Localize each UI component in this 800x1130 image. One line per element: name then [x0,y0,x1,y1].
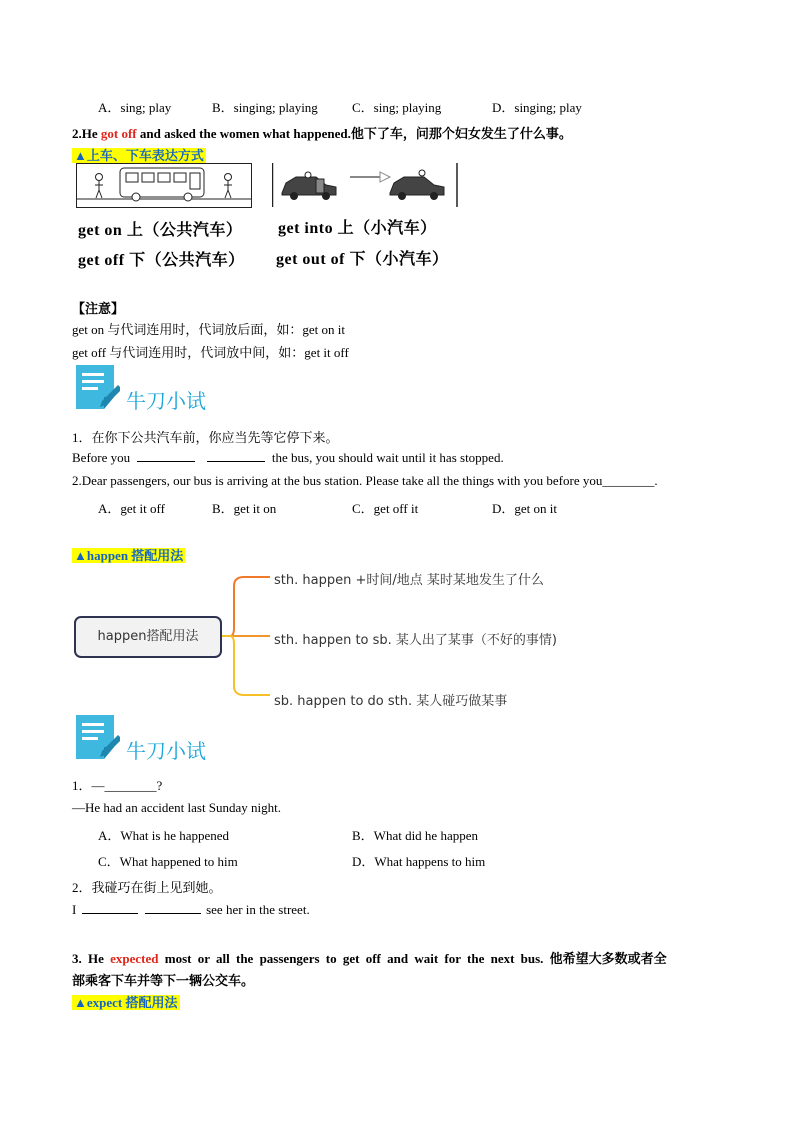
blank[interactable] [207,451,265,462]
mindmap-branch-1: sth. happen +时间/地点 某时某地发生了什么 [274,573,544,588]
highlight-got-off: got off [100,126,137,141]
practice2-q1-reply: —He had an accident last Sunday night. [72,800,282,815]
note-line-2: get off 与代词连用时，代词放中间，如：get it off [72,345,349,360]
phrase-get-off: get off 下（公共汽车） [78,252,245,269]
heading-text: ▲expect 搭配用法 [74,995,178,1010]
practice1-q1: 1．在你下公共汽车前，你应当先等它停下来。 [72,430,339,445]
blank[interactable] [82,903,138,914]
sentence-2: 2.He got off and asked the women what happened.他下了车，问那个妇女发生了什么事。 [72,126,572,141]
practice2-q2: 2．我碰巧在街上见到她。 [72,880,222,895]
option-c: C．sing; playing [352,100,442,115]
practice-title: 牛刀小试 [126,739,206,763]
mindmap-branch-3: sb. happen to do sth. 某人碰巧做某事 [274,694,508,709]
option-a: A．sing; play [98,100,172,115]
note-line-1: get on 与代词连用时，代词放后面，如：get on it [72,322,345,337]
option-c: C．What happened to him [98,854,238,869]
blank[interactable] [145,903,201,914]
option-b: B．What did he happen [352,828,478,843]
option-a: A．get it off [98,501,165,516]
option-c: C．get off it [352,501,419,516]
practice1-q2: 2.Dear passengers, our bus is arriving at the bus station. Please take all the things with you before you________. [72,473,658,488]
heading-text: ▲happen 搭配用法 [74,548,184,563]
option-b: B．get it on [212,501,277,516]
section-heading-expect [72,992,180,1011]
option-a: A．What is he happened [98,828,230,843]
notepad-icon [74,363,120,411]
option-d: D．What happens to him [352,854,486,869]
practice-title: 牛刀小试 [126,389,206,413]
highlight-expected: expected [110,951,159,966]
sentence-3: 3. He expected most or all the passengers to get off and wait for the next bus. 他希望大多数或者全 [72,951,667,966]
option-d: D．singing; play [492,100,582,115]
mindmap-branches [222,568,282,708]
option-d: D．get on it [492,501,557,516]
mindmap-center: happen搭配用法 [74,616,222,658]
bus-illustration [76,163,252,208]
practice2-q1: 1．—________? [72,778,163,793]
phrase-get-into: get into 上（小汽车） [278,220,437,237]
section-heading-getoff [72,145,206,164]
practice1-q1-en: Before you the bus, you should wait until it has stopped. [72,450,504,465]
note-heading: 【注意】 [72,301,125,316]
phrase-get-out-of: get out of 下（小汽车） [276,251,449,268]
blank[interactable] [137,451,195,462]
heading-text: ▲上车、下车表达方式 [74,148,204,163]
car-illustration [272,163,458,208]
phrase-get-on: get on 上（公共汽车） [78,222,243,239]
practice2-q2-en: I see her in the street. [72,902,310,917]
section-heading-happen [72,545,185,564]
mindmap-branch-2: sth. happen to sb. 某人出了某事（不好的事情) [274,633,557,648]
sentence-3-line-2: 部乘客下车并等下一辆公交车。 [72,973,255,988]
notepad-icon [74,713,120,761]
option-b: B．singing; playing [212,100,318,115]
